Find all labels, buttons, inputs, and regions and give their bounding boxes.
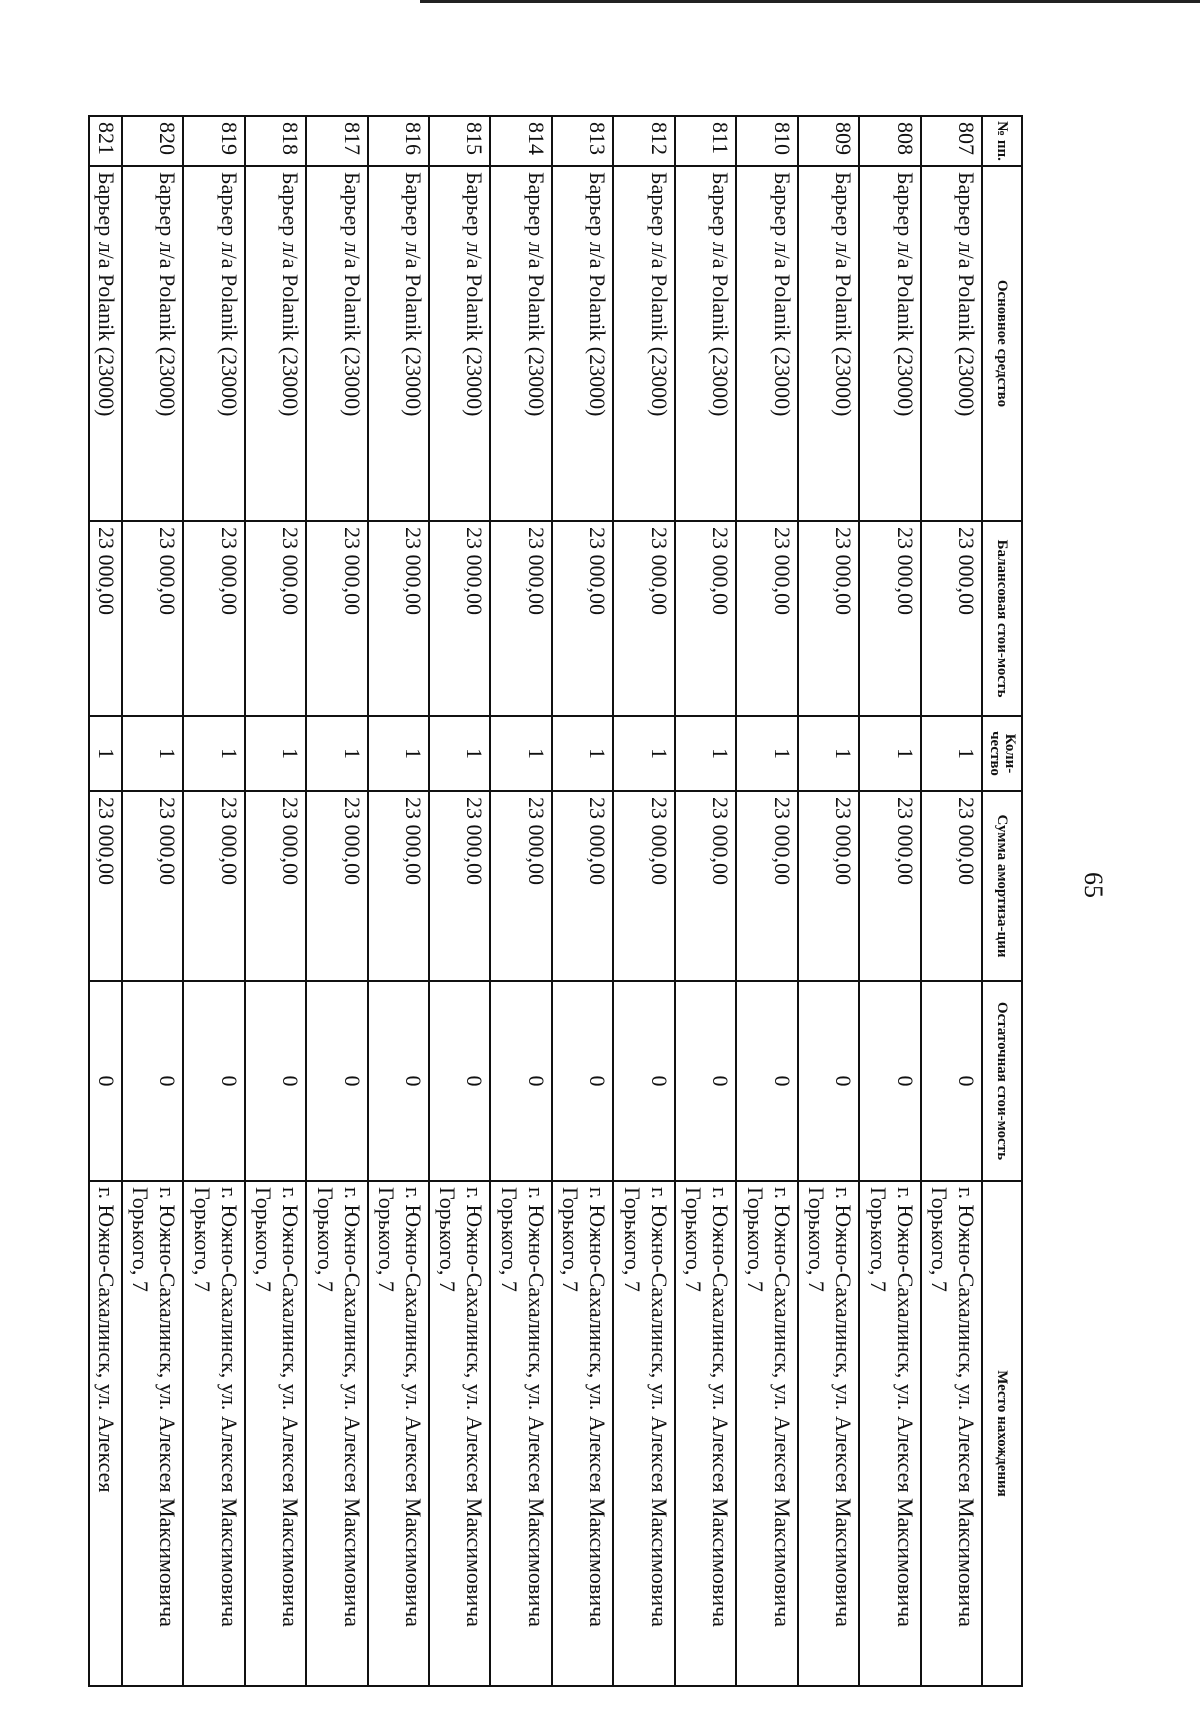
- table-row: [613, 116, 674, 1686]
- cell-depreciation: 23 000,00: [736, 791, 797, 981]
- assets-table: [88, 115, 1023, 1687]
- cell-book-value: 23 000,00: [921, 521, 982, 716]
- cell-location: г. Южно-Сахалинск, ул. Алексея Максимовича Горького, 7: [675, 1181, 736, 1686]
- cell-no: 821: [89, 116, 122, 166]
- cell-residual: 0: [798, 981, 859, 1181]
- cell-location: г. Южно-Сахалинск, ул. Алексея Максимовича Горького, 7: [491, 1181, 552, 1686]
- cell-qty: 1: [675, 716, 736, 791]
- table-row: [245, 116, 306, 1686]
- cell-qty: 1: [552, 716, 613, 791]
- cell-no: 818: [245, 116, 306, 166]
- cell-asset: Барьер л/а Polanik (23000): [368, 166, 429, 521]
- header-row: [982, 116, 1022, 1686]
- table-row: [89, 116, 122, 1686]
- table-row: [368, 116, 429, 1686]
- cell-location: г. Южно-Сахалинск, ул. Алексея Максимовича Горького, 7: [122, 1181, 183, 1686]
- cell-location: г. Южно-Сахалинск, ул. Алексея Максимовича Горького, 7: [613, 1181, 674, 1686]
- header-asset: Основное средство: [982, 166, 1022, 521]
- cell-residual: 0: [306, 981, 367, 1181]
- cell-depreciation: 23 000,00: [89, 791, 122, 981]
- cell-book-value: 23 000,00: [613, 521, 674, 716]
- cell-no: 815: [429, 116, 490, 166]
- cell-book-value: 23 000,00: [306, 521, 367, 716]
- cell-qty: 1: [736, 716, 797, 791]
- cell-asset: Барьер л/а Polanik (23000): [613, 166, 674, 521]
- cell-depreciation: 23 000,00: [613, 791, 674, 981]
- cell-qty: 1: [245, 716, 306, 791]
- cell-book-value: 23 000,00: [429, 521, 490, 716]
- cell-qty: 1: [306, 716, 367, 791]
- header-depreciation: Сумма амортиза-ции: [982, 791, 1022, 981]
- cell-residual: 0: [921, 981, 982, 1181]
- cell-qty: 1: [859, 716, 920, 791]
- cell-location: г. Южно-Сахалинск, ул. Алексея Максимовича Горького, 7: [245, 1181, 306, 1686]
- cell-depreciation: 23 000,00: [921, 791, 982, 981]
- cell-residual: 0: [183, 981, 244, 1181]
- table-row: [122, 116, 183, 1686]
- cell-asset: Барьер л/а Polanik (23000): [429, 166, 490, 521]
- cell-no: 808: [859, 116, 920, 166]
- cell-residual: 0: [613, 981, 674, 1181]
- cell-asset: Барьер л/а Polanik (23000): [675, 166, 736, 521]
- cell-book-value: 23 000,00: [798, 521, 859, 716]
- cell-asset: Барьер л/а Polanik (23000): [736, 166, 797, 521]
- top-rule: [420, 0, 1200, 3]
- cell-qty: 1: [183, 716, 244, 791]
- cell-depreciation: 23 000,00: [859, 791, 920, 981]
- cell-depreciation: 23 000,00: [245, 791, 306, 981]
- cell-no: 813: [552, 116, 613, 166]
- cell-asset: Барьер л/а Polanik (23000): [183, 166, 244, 521]
- cell-location: г. Южно-Сахалинск, ул. Алексея Максимовича Горького, 7: [368, 1181, 429, 1686]
- cell-location: г. Южно-Сахалинск, ул. Алексея Максимовича Горького, 7: [736, 1181, 797, 1686]
- table-row: [491, 116, 552, 1686]
- cell-asset: Барьер л/а Polanik (23000): [122, 166, 183, 521]
- cell-no: 814: [491, 116, 552, 166]
- table-row: [306, 116, 367, 1686]
- cell-qty: 1: [921, 716, 982, 791]
- table-row: [183, 116, 244, 1686]
- table-row: [921, 116, 982, 1686]
- cell-residual: 0: [859, 981, 920, 1181]
- cell-qty: 1: [613, 716, 674, 791]
- cell-no: 811: [675, 116, 736, 166]
- cell-depreciation: 23 000,00: [798, 791, 859, 981]
- cell-no: 809: [798, 116, 859, 166]
- cell-depreciation: 23 000,00: [368, 791, 429, 981]
- cell-location: г. Южно-Сахалинск, ул. Алексея Максимовича Горького, 7: [921, 1181, 982, 1686]
- cell-book-value: 23 000,00: [368, 521, 429, 716]
- cell-asset: Барьер л/а Polanik (23000): [89, 166, 122, 521]
- cell-location: г. Южно-Сахалинск, ул. Алексея: [89, 1181, 122, 1686]
- cell-asset: Барьер л/а Polanik (23000): [491, 166, 552, 521]
- cell-depreciation: 23 000,00: [306, 791, 367, 981]
- table-body: [89, 116, 982, 1686]
- cell-no: 810: [736, 116, 797, 166]
- header-book-value: Балансовая стои-мость: [982, 521, 1022, 716]
- cell-book-value: 23 000,00: [122, 521, 183, 716]
- cell-book-value: 23 000,00: [183, 521, 244, 716]
- cell-qty: 1: [122, 716, 183, 791]
- table-row: [859, 116, 920, 1686]
- cell-asset: Барьер л/а Polanik (23000): [245, 166, 306, 521]
- cell-residual: 0: [736, 981, 797, 1181]
- cell-asset: Барьер л/а Polanik (23000): [552, 166, 613, 521]
- cell-book-value: 23 000,00: [89, 521, 122, 716]
- header-location: Место нахождения: [982, 1181, 1022, 1686]
- cell-residual: 0: [491, 981, 552, 1181]
- cell-book-value: 23 000,00: [491, 521, 552, 716]
- cell-location: г. Южно-Сахалинск, ул. Алексея Максимовича Горького, 7: [859, 1181, 920, 1686]
- cell-residual: 0: [368, 981, 429, 1181]
- cell-asset: Барьер л/а Polanik (23000): [921, 166, 982, 521]
- header-residual: Остаточная стои-мость: [982, 981, 1022, 1181]
- cell-depreciation: 23 000,00: [675, 791, 736, 981]
- cell-asset: Барьер л/а Polanik (23000): [859, 166, 920, 521]
- cell-depreciation: 23 000,00: [552, 791, 613, 981]
- cell-qty: 1: [89, 716, 122, 791]
- cell-depreciation: 23 000,00: [183, 791, 244, 981]
- table-row: [552, 116, 613, 1686]
- page-number: 65: [1079, 872, 1108, 898]
- table-row: [429, 116, 490, 1686]
- cell-qty: 1: [368, 716, 429, 791]
- cell-asset: Барьер л/а Polanik (23000): [306, 166, 367, 521]
- cell-location: г. Южно-Сахалинск, ул. Алексея Максимовича Горького, 7: [552, 1181, 613, 1686]
- cell-book-value: 23 000,00: [675, 521, 736, 716]
- cell-depreciation: 23 000,00: [429, 791, 490, 981]
- table-row: [798, 116, 859, 1686]
- cell-residual: 0: [245, 981, 306, 1181]
- cell-no: 807: [921, 116, 982, 166]
- cell-location: г. Южно-Сахалинск, ул. Алексея Максимовича Горького, 7: [306, 1181, 367, 1686]
- cell-location: г. Южно-Сахалинск, ул. Алексея Максимовича Горького, 7: [429, 1181, 490, 1686]
- cell-qty: 1: [798, 716, 859, 791]
- cell-qty: 1: [429, 716, 490, 791]
- rotated-table-container: [88, 115, 1023, 1685]
- header-qty: Коли-чество: [982, 716, 1022, 791]
- cell-residual: 0: [89, 981, 122, 1181]
- cell-residual: 0: [122, 981, 183, 1181]
- cell-residual: 0: [429, 981, 490, 1181]
- cell-no: 819: [183, 116, 244, 166]
- table-row: [736, 116, 797, 1686]
- cell-book-value: 23 000,00: [859, 521, 920, 716]
- cell-qty: 1: [491, 716, 552, 791]
- cell-depreciation: 23 000,00: [491, 791, 552, 981]
- cell-no: 816: [368, 116, 429, 166]
- cell-book-value: 23 000,00: [245, 521, 306, 716]
- cell-depreciation: 23 000,00: [122, 791, 183, 981]
- table-row: [675, 116, 736, 1686]
- cell-no: 820: [122, 116, 183, 166]
- cell-location: г. Южно-Сахалинск, ул. Алексея Максимовича Горького, 7: [798, 1181, 859, 1686]
- cell-no: 817: [306, 116, 367, 166]
- header-no: № пп.: [982, 116, 1022, 166]
- cell-asset: Барьер л/а Polanik (23000): [798, 166, 859, 521]
- cell-book-value: 23 000,00: [736, 521, 797, 716]
- cell-book-value: 23 000,00: [552, 521, 613, 716]
- cell-location: г. Южно-Сахалинск, ул. Алексея Максимовича Горького, 7: [183, 1181, 244, 1686]
- cell-residual: 0: [675, 981, 736, 1181]
- cell-no: 812: [613, 116, 674, 166]
- cell-residual: 0: [552, 981, 613, 1181]
